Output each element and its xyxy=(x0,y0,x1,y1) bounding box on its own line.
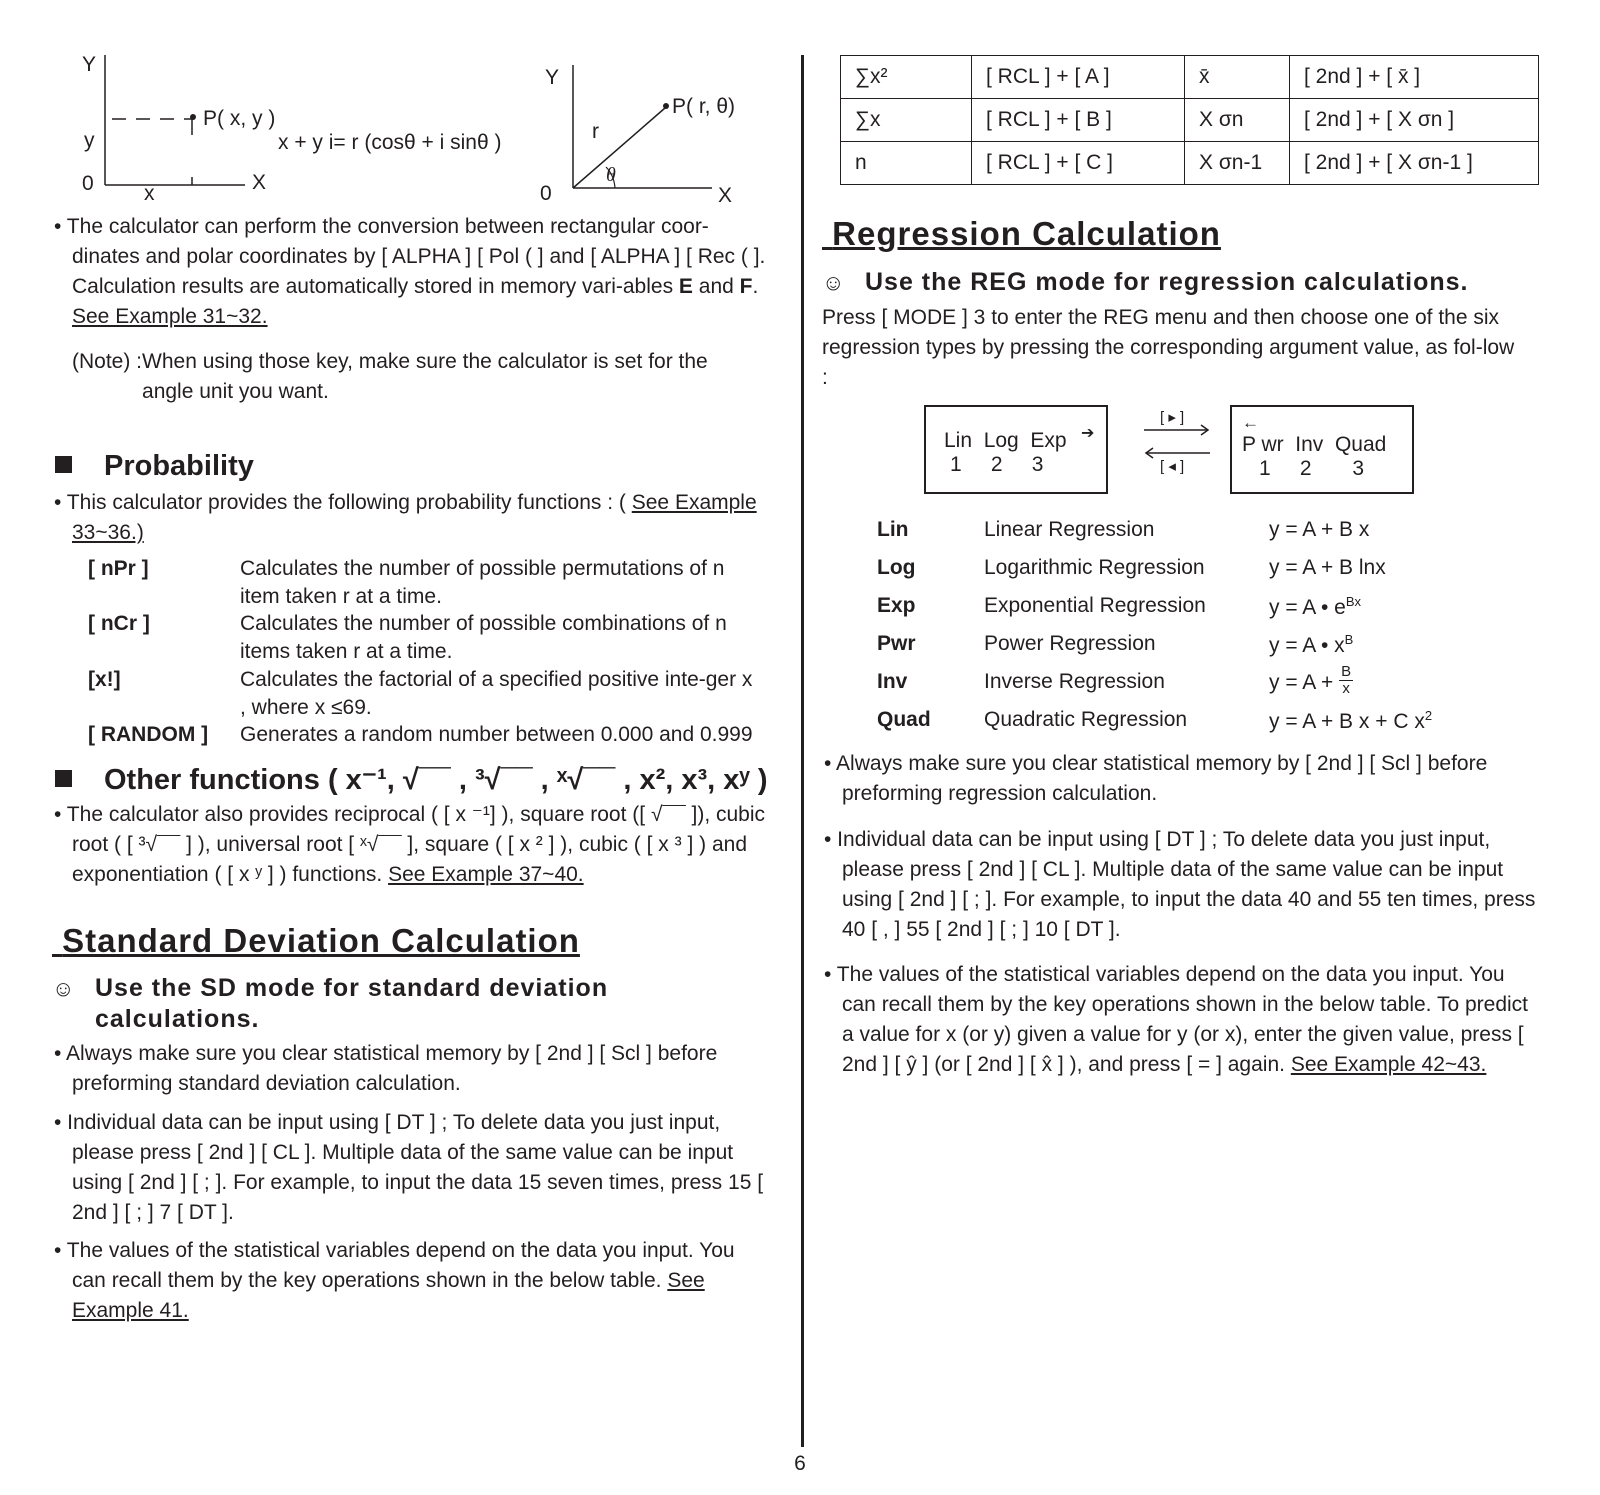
fraction-denominator: x xyxy=(1342,680,1350,697)
statistical-variables-table xyxy=(840,55,1539,185)
table-cell: ∑x² xyxy=(841,56,972,99)
regression-formula xyxy=(1269,556,1386,580)
function-description: Calculates the number of possible permutations of n item taken r at a time. xyxy=(240,557,725,608)
table-cell: ∑x xyxy=(841,99,972,142)
table-cell: [ 2nd ] + [ x̄ ] xyxy=(1290,56,1539,99)
fraction-numerator: B xyxy=(1341,663,1352,680)
regression-formula xyxy=(1269,594,1361,620)
regression-type-row xyxy=(877,632,1577,664)
regression-formula xyxy=(1269,663,1353,697)
regression-formula xyxy=(1269,518,1369,542)
function-key: [ nCr ] xyxy=(88,612,150,635)
regression-name: Power Regression xyxy=(984,632,1156,655)
regression-heading: Regression Calculation xyxy=(832,215,1221,252)
see-example-33-link[interactable]: See Example 33~36.) xyxy=(72,491,757,544)
formula-superscript: Bx xyxy=(1345,594,1361,609)
formula-text: y = A + B x + C x xyxy=(1269,710,1425,733)
sd-bullet-clear-memory: • Always make sure you clear statistical memory by [ 2nd ] [ Scl ] before preforming standard deviation calculation. xyxy=(54,1042,718,1095)
rect-x-axis-label: X xyxy=(252,171,267,194)
menu1-labels: Lin Log Exp xyxy=(944,429,1067,452)
table-cell: n xyxy=(841,142,972,185)
formula-text: y = A + xyxy=(1269,671,1340,695)
rect-point-label: P( x, y ) xyxy=(203,107,276,130)
polar-point-label: P( r, θ) xyxy=(672,95,736,118)
rect-origin-label: 0 xyxy=(82,172,94,195)
see-example-37-link[interactable]: See Example 37~40. xyxy=(388,863,584,886)
reg-bullet-data-input: • Individual data can be input using [ DT ] ; To delete data you just input, please press [ 2nd ] [ CL ]. Multiple data of the same value can be input using [ 2nd ] [ ; ]. For example, to input the data 40 and 55 ten times, press 40 [ , ] 55 [ 2nd ] [ ; ] 10 [ DT ]. xyxy=(824,828,1536,941)
page-number: 6 xyxy=(794,1452,806,1475)
table-cell: [ RCL ] + [ B ] xyxy=(972,99,1185,142)
table-cell: X σn xyxy=(1185,99,1290,142)
polar-angle-label: θ xyxy=(606,164,616,186)
reg-menu-page-2 xyxy=(1230,405,1414,494)
function-description: Calculates the factorial of a specified positive inte-ger x , where x ≤69. xyxy=(240,668,753,719)
regression-type-row xyxy=(877,556,1577,588)
reg-menu-page-1 xyxy=(924,405,1108,494)
square-bullet-icon xyxy=(55,456,72,473)
regression-formula xyxy=(1269,632,1353,658)
sd-mode-subheading: ☺ Use the SD mode for standard deviation calculations. xyxy=(52,974,609,1033)
polar-x-axis-label: X xyxy=(718,184,733,205)
smiley-icon: ☺ xyxy=(52,976,76,1001)
table-row xyxy=(841,56,1539,99)
formula-superscript: B xyxy=(1344,632,1354,647)
function-key: [ nPr ] xyxy=(88,557,149,580)
right-key-label: [ ▸ ] xyxy=(1160,409,1185,426)
square-bullet-icon xyxy=(55,770,72,787)
regression-key: Lin xyxy=(877,518,909,541)
reg-intro-paragraph: Press [ MODE ] 3 to enter the REG menu and then choose one of the six regression types by pressing the corresponding argument value, as fol-low : xyxy=(822,306,1515,389)
complex-formula: x + y i= r (cosθ + i sinθ ) xyxy=(278,131,502,154)
see-example-41-link[interactable]: See Example 41. xyxy=(72,1269,705,1322)
other-functions-paragraph: • The calculator also provides reciprocal ( [ x ⁻¹] ), square root ([ √¯¯ ]), cubic root ( [ ³√¯¯ ] ), universal root [ ˣ√¯¯ ], square ( [ x ² ] ), cubic ( [ x ³ ] ) and exponentiation ( [ x ʸ ] ) functions. See Example 37~40. xyxy=(54,803,766,886)
see-example-31-link[interactable]: See Example 31~32. xyxy=(72,305,268,328)
standard-deviation-heading: Standard Deviation Calculation xyxy=(62,922,580,959)
table-cell: [ 2nd ] + [ X σn-1 ] xyxy=(1290,142,1539,185)
formula-text: y = A + B x xyxy=(1269,518,1370,541)
regression-type-row xyxy=(877,663,1577,702)
regression-key: Inv xyxy=(877,670,908,693)
table-cell: X σn-1 xyxy=(1185,142,1290,185)
menu2-labels: P wr Inv Quad xyxy=(1242,433,1387,456)
see-example-42-link[interactable]: See Example 42~43. xyxy=(1290,1053,1487,1076)
reg-mode-subheading: ☺ Use the REG mode for regression calculations. xyxy=(822,268,1469,296)
function-description: Generates a random number between 0.000 and 0.999 xyxy=(240,723,753,746)
regression-name: Inverse Regression xyxy=(984,670,1165,693)
other-functions-heading: Other functions ( x⁻¹, √¯¯ , ³√¯¯ , ˣ√¯¯ , x², x³, xʸ ) xyxy=(55,762,768,797)
regression-name: Logarithmic Regression xyxy=(984,556,1205,579)
table-cell: [ RCL ] + [ A ] xyxy=(972,56,1185,99)
polar-origin-label: 0 xyxy=(540,182,552,205)
regression-name: Exponential Regression xyxy=(984,594,1206,617)
rectangular-coordinate-diagram xyxy=(60,45,530,210)
polar-radius-label: r xyxy=(592,120,599,143)
sd-bullet-data-input: • Individual data can be input using [ DT ] ; To delete data you just input, please press [ 2nd ] [ CL ]. Multiple data of the same value can be input using [ 2nd ] [ ; ]. For example, to input the data 15 seven times, press 15 [ 2nd ] [ ; ] 7 [ DT ]. xyxy=(54,1111,764,1224)
reg-bullet-recall: • The values of the statistical variables depend on the data you input. You can recall them by the key operations shown in the below table. To predict a value for x (or y) given a value for y (or x), enter the given value, press [ 2nd ] [ ŷ ] (or [ 2nd ] [ x̂ ] ), and press [ = ] again. See Example 42~43. xyxy=(824,963,1529,1076)
table-row xyxy=(841,142,1539,185)
rect-x-tick-label: x xyxy=(144,182,155,205)
regression-type-row xyxy=(877,594,1577,626)
polar-y-axis-label: Y xyxy=(545,66,560,89)
formula-superscript: 2 xyxy=(1424,708,1433,723)
left-key-label: [ ◂ ] xyxy=(1160,458,1185,475)
probability-intro: • This calculator provides the following probability functions : ( See Example 33~36.) xyxy=(54,491,757,544)
regression-name: Linear Regression xyxy=(984,518,1155,541)
right-arrow-icon: ➔ xyxy=(1081,425,1095,442)
column-divider xyxy=(801,55,804,1447)
regression-type-row xyxy=(877,708,1577,740)
reg-bullet-clear-memory: • Always make sure you clear statistical memory by [ 2nd ] [ Scl ] before preforming regression calculation. xyxy=(824,752,1488,805)
table-cell: [ RCL ] + [ C ] xyxy=(972,142,1185,185)
regression-key: Quad xyxy=(877,708,931,731)
formula-text: y = A + B lnx xyxy=(1269,556,1386,579)
note-paragraph: (Note) :When using those key, make sure the calculator is set for the angle unit you want. xyxy=(72,350,708,403)
function-key: [ RANDOM ] xyxy=(88,723,209,746)
function-description: Calculates the number of possible combinations of n items taken r at a time. xyxy=(240,612,727,663)
menu-navigation-arrows xyxy=(1140,405,1215,480)
regression-formula xyxy=(1269,708,1432,734)
regression-type-row xyxy=(877,518,1577,550)
probability-heading: Probability xyxy=(55,450,254,483)
smiley-icon: ☺ xyxy=(822,270,846,295)
back-arrow-icon: ← xyxy=(1242,413,1259,432)
rect-y-tick-label: y xyxy=(84,129,95,152)
function-key: [x!] xyxy=(88,668,121,691)
regression-key: Pwr xyxy=(877,632,916,655)
table-cell: [ 2nd ] + [ X σn ] xyxy=(1290,99,1539,142)
rect-y-axis-label: Y xyxy=(82,53,97,76)
table-cell: x̄ xyxy=(1185,56,1290,99)
formula-text: y = A • x xyxy=(1269,634,1345,657)
menu2-numbers: 1 2 3 xyxy=(1259,457,1365,480)
sd-bullet-recall: • The values of the statistical variables depend on the data you input. You can recall them by the key operations shown in the below table. See Example 41. xyxy=(54,1239,735,1322)
formula-fraction xyxy=(1339,664,1353,697)
table-row xyxy=(841,99,1539,142)
polar-coordinate-diagram xyxy=(540,55,760,205)
regression-key: Log xyxy=(877,556,916,579)
regression-name: Quadratic Regression xyxy=(984,708,1188,731)
formula-text: y = A • e xyxy=(1269,596,1346,619)
menu1-numbers: 1 2 3 xyxy=(950,453,1044,476)
conversion-paragraph: • The calculator can perform the conversion between rectangular coor-dinates and polar coordinates by [ ALPHA ] [ Pol ( ] and [ ALPHA ] [ Rec ( ]. Calculation results are automatically stored in memory vari-ables E and F. See Example 31~32. xyxy=(54,215,766,328)
regression-key: Exp xyxy=(877,594,916,617)
